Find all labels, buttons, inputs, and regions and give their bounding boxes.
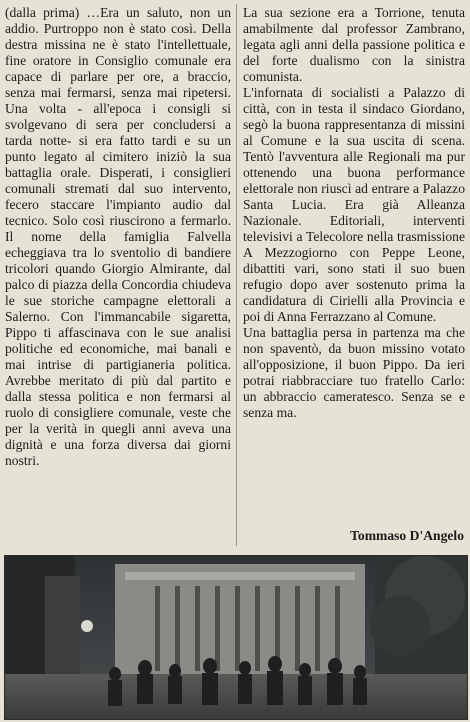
article-column-left — [5, 5, 231, 469]
article-photo — [4, 555, 468, 720]
article-column-right — [243, 5, 465, 421]
article-paragraph: (dalla prima) …Era un saluto, non un addio. Purtroppo non è stato così. Della destra missina ne è stato l'intellettuale, fine oratore in Consiglio comunale era capace di parlare per ore, a braccio, senza mai fermarsi, senza mai ripetersi. Una volta - all'epoca i consigli si svolgevano di sera per concludersi a tarda notte- si era fatto tardi e su un punto legato al cimitero iniziò la sua battaglia orale. Disperati, i consiglieri comunali stremati dal suo intervento, fecero staccare l'impianto audio dal tecnico. Solo così riuscirono a fermarlo. Il nome della famiglia Falvella echeggiava tra lo sventolio di bandiere tricolori quando Giorgio Almirante, dal palco di piazza della Concordia chiudeva le sue storiche campagne elettorali a Salerno. Con l'immancabile sigaretta, Pippo ti affascinava con le sue analisi politiche ed economiche, mai banali e mai intrise di partigianeria politica. Avrebbe meritato di più dal partito e dalla stessa politica e non fermarsi al ruolo di consigliere comunale, veste che per la verità in quegli anni aveva una dignità e una forza diversa dai giorni nostri. — [5, 5, 231, 468]
article-paragraph: L'infornata di socialisti a Palazzo di città, con in testa il sindaco Giordano, segò la buona rappresentanza di missini al Comune e la sua uscita di scena. Tentò l'avventura alle Regionali ma pur ottenendo una buona performance elettorale non riuscì ad entrare a Palazzo Santa Lucia. Era già Alleanza Nazionale. Editoriali, interventi televisivi a Telecolore nella trasmissione A Mezzogiorno con Peppe Leone, dibattiti vari, sono stati il suo buen refugio dopo aver sostenuto prima la candidatura di Cirielli alla Provincia e poi di Anna Ferrazzano al Comune. — [243, 85, 465, 324]
article-signature: Tommaso D'Angelo — [350, 528, 464, 543]
article-paragraph: Una battaglia persa in partenza ma che non spaventò, da buon missino votato all'opposizione, il buon Pippo. Da ieri potrai riabbracciare tuo fratello Carlo: un abbraccio cameratesco. Senza se e senza ma. — [243, 325, 465, 420]
column-divider — [236, 4, 237, 546]
article-paragraph: La sua sezione era a Torrione, tenuta amabilmente dal professor Zambrano, legata agli anni della passione politica e del forte dualismo con la sinistra comunista. — [243, 5, 465, 84]
photo-illustration — [5, 556, 467, 719]
